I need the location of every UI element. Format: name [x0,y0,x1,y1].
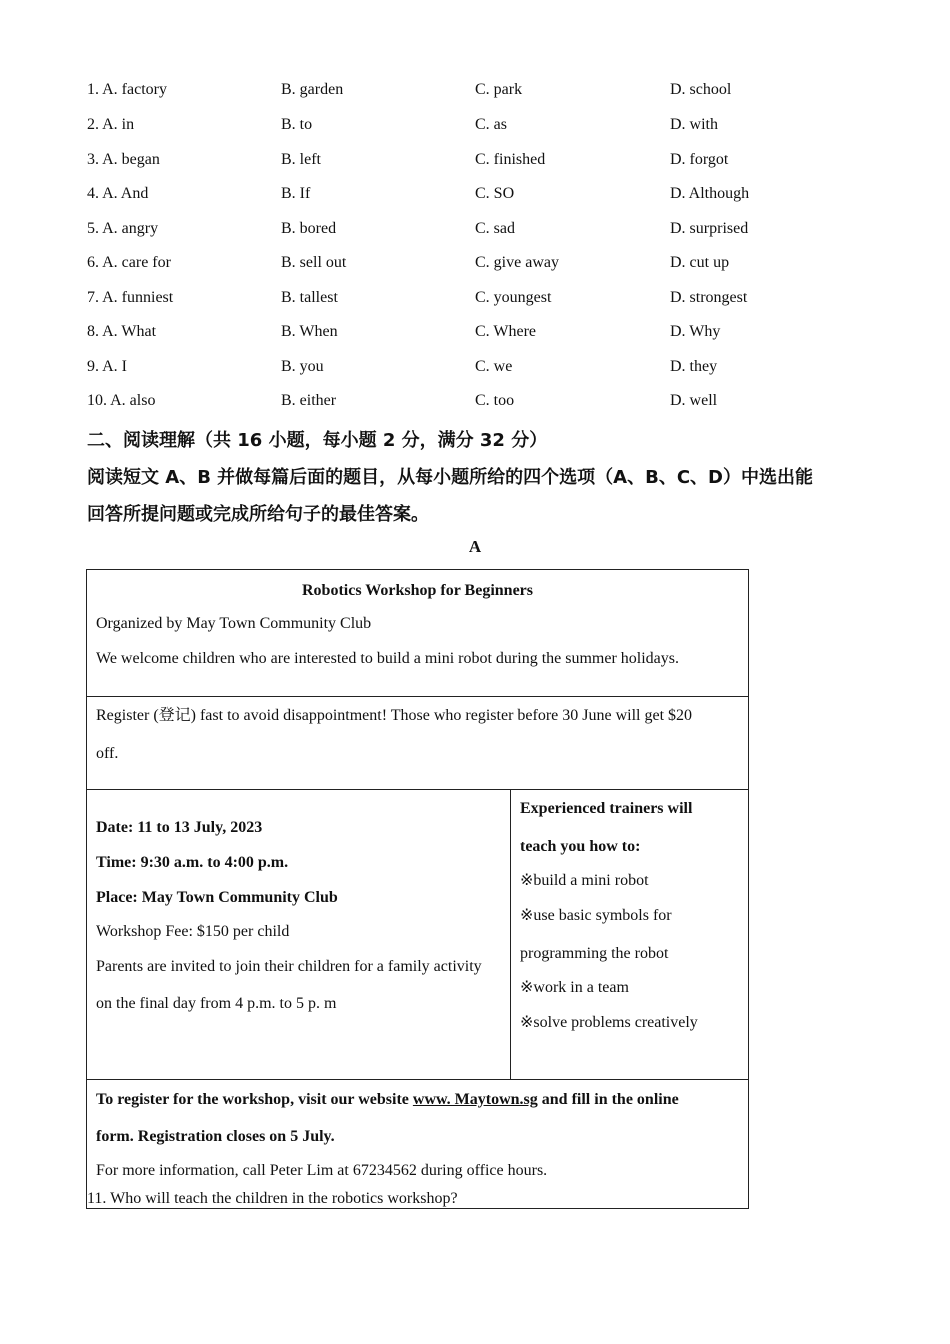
section-heading: 二、阅读理解（共 16 小题，每小题 2 分，满分 32 分） [87,430,548,451]
registration-close: form. Registration closes on 5 July. [96,1128,335,1145]
option-a: 6. A. care for [87,254,171,271]
notice-header-row [87,570,749,697]
option-d: D. they [670,358,718,375]
option-row [87,358,867,382]
option-d: D. Why [670,323,721,340]
option-d: D. Although [670,185,750,202]
notice-details-row [87,790,749,1080]
notice-skills-cell [511,790,749,1080]
option-d: D. with [670,116,718,133]
option-b: B. you [281,358,324,375]
skill-item: ※build a mini robot [520,872,649,889]
option-d: D. strongest [670,289,748,306]
option-c: C. youngest [475,289,552,306]
option-c: C. as [475,116,507,133]
parents-note-line2: on the final day from 4 p.m. to 5 p. m [96,995,337,1012]
workshop-date: Date: 11 to 13 July, 2023 [96,819,263,836]
option-b: B. to [281,116,313,133]
workshop-time: Time: 9:30 a.m. to 4:00 p.m. [96,854,289,871]
skill-item: ※use basic symbols for [520,907,672,924]
website-link[interactable]: www. Maytown.sg [412,1091,538,1108]
question-11: 11. Who will teach the children in the robotics workshop? [87,1190,458,1207]
option-row [87,289,867,313]
option-b: B. If [281,185,311,202]
skill-item-continuation: programming the robot [520,945,669,962]
passage-label: A [468,537,482,556]
parents-note-line1: Parents are invited to join their children for a family activity [96,958,482,975]
workshop-place: Place: May Town Community Club [96,889,338,906]
register-note-line2: off. [96,745,119,762]
option-row [87,220,867,244]
option-c: C. park [475,81,523,98]
option-c: C. too [475,392,515,409]
notice-welcome: We welcome children who are interested to build a mini robot during the summer holidays. [96,650,680,667]
option-b: B. garden [281,81,344,98]
section-instruction-line2: 回答所提问题或完成所给句子的最佳答案。 [87,504,429,525]
contact-info: For more information, call Peter Lim at 67234562 during office hours. [96,1162,548,1179]
notice-register-row [87,697,749,790]
option-c: C. finished [475,151,546,168]
option-row [87,392,867,416]
option-a: 9. A. I [87,358,127,375]
option-b: B. When [281,323,338,340]
option-a: 4. A. And [87,185,149,202]
trainers-line1: Experienced trainers will [520,800,693,817]
option-c: C. sad [475,220,515,237]
option-b: B. left [281,151,321,168]
option-a: 1. A. factory [87,81,167,98]
option-d: D. well [670,392,718,409]
option-c: C. Where [475,323,537,340]
option-d: D. school [670,81,732,98]
skill-item: ※work in a team [520,979,629,996]
option-a: 10. A. also [87,392,156,409]
notice-register-cell [87,697,749,790]
workshop-fee: Workshop Fee: $150 per child [96,923,290,940]
option-row [87,254,867,278]
register-website-line [96,1089,739,1126]
option-b: B. sell out [281,254,347,271]
option-b: B. either [281,392,337,409]
section-instruction-line1: 阅读短文 A、B 并做每篇后面的题目，从每小题所给的四个选项（A、B、C、D）中选出能 [87,467,813,488]
trainers-line2: teach you how to: [520,838,641,855]
option-b: B. tallest [281,289,338,306]
notice-organizer: Organized by May Town Community Club [96,615,372,632]
option-a: 8. A. What [87,323,157,340]
register-note-line1: Register (登记) fast to avoid disappointment! Those who register before 30 June will get $20 [96,707,693,724]
option-a: 7. A. funniest [87,289,174,306]
skill-item: ※solve problems creatively [520,1014,698,1031]
option-c: C. give away [475,254,559,271]
option-row [87,81,867,105]
option-a: 5. A. angry [87,220,159,237]
register-website-prefix: To register for the workshop, visit our website [96,1091,413,1108]
option-row [87,185,867,209]
option-a: 3. A. began [87,151,160,168]
option-d: D. surprised [670,220,749,237]
notice-header-cell [87,570,749,697]
option-b: B. bored [281,220,337,237]
option-d: D. cut up [670,254,730,271]
option-c: C. SO [475,185,515,202]
option-a: 2. A. in [87,116,135,133]
notice-details-cell [87,790,511,1080]
register-website-suffix: and fill in the online [537,1091,679,1108]
option-row [87,116,867,140]
option-d: D. forgot [670,151,729,168]
option-row [87,323,867,347]
workshop-notice [86,569,749,1209]
notice-title: Robotics Workshop for Beginners [302,582,533,599]
option-c: C. we [475,358,513,375]
option-row [87,151,867,175]
